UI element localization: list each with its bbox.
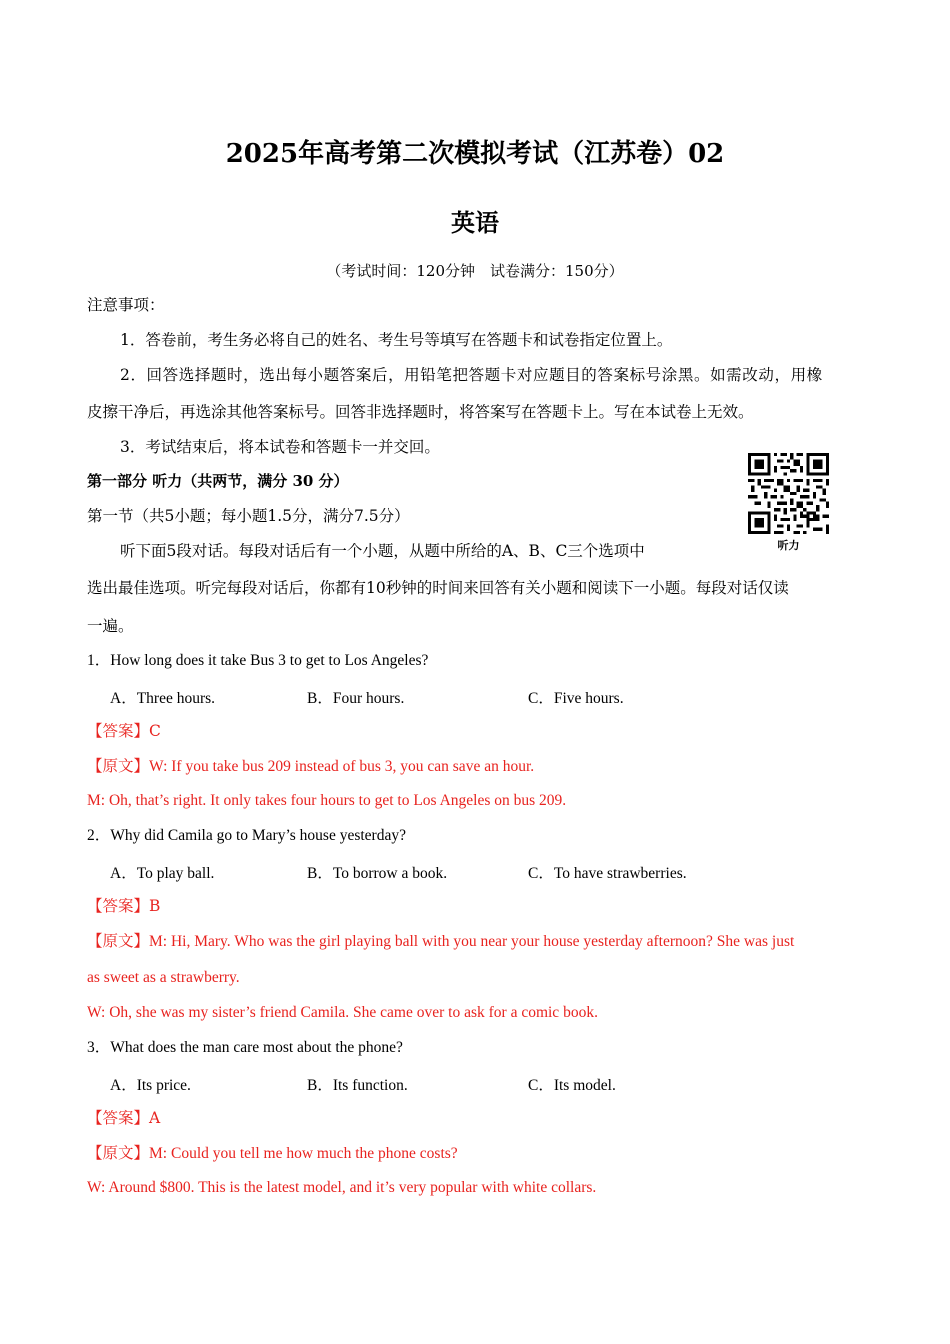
script-prefix: 【原文】 <box>87 1144 150 1162</box>
notice-item-1: 1．答卷前，考生务必将自己的姓名、考生号等填写在答题卡和试卷指定位置上。 <box>120 331 673 349</box>
notice-item-2-line-2: 皮擦干净后，再选涂其他答案标号。回答非选择题时，将答案写在答题卡上。写在本试卷上无效。 <box>87 403 754 421</box>
notice-item-3: 3．考试结束后，将本试卷和答题卡一并交回。 <box>120 438 440 456</box>
question-1-script-line-2: M: Oh, that’s right. It only takes four hours to get to Los Angeles on bus 209. <box>87 792 567 809</box>
question-3-stem: 3．What does the man care most about the phone? <box>87 1039 403 1056</box>
instruction-line-1: 听下面5段对话。每段对话后有一个小题，从题中所给的A、B、C三个选项中 <box>120 542 645 560</box>
question-1-option-a: A．Three hours. <box>110 690 216 707</box>
instruction-line-3: 一遍。 <box>87 617 134 635</box>
page-title: 2025年高考第二次模拟考试（江苏卷）02 <box>225 139 725 169</box>
question-1-stem: 1．How long does it take Bus 3 to get to Los Angeles? <box>87 652 429 669</box>
question-2-option-c: C．To have strawberries. <box>528 865 687 882</box>
section-subtitle: 第一节（共5小题；每小题1.5分，满分7.5分） <box>87 507 410 525</box>
question-2-option-a: A．To play ball. <box>110 865 215 882</box>
question-1-option-c: C．Five hours. <box>528 690 624 707</box>
qr-code-icon[interactable] <box>748 453 829 534</box>
question-3-script-line-1 <box>87 1143 458 1164</box>
question-3-option-b: B．Its function. <box>307 1077 408 1094</box>
question-1-answer: 【答案】C <box>87 722 161 740</box>
notice-item-2-line-1: 2．回答选择题时，选出每小题答案后，用铅笔把答题卡对应题目的答案标号涂黑。如需改动，用橡 <box>120 366 823 384</box>
question-2-option-b: B．To borrow a book. <box>307 865 448 882</box>
script-prefix: 【原文】 <box>87 932 150 950</box>
qr-label: 听力 <box>777 539 800 552</box>
notice-heading: 注意事项： <box>87 296 165 314</box>
question-1-option-b: B．Four hours. <box>307 690 405 707</box>
exam-info: （考试时间：120分钟 试卷满分：150分） <box>326 262 624 280</box>
part-title: 第一部分 听力（共两节，满分 30 分） <box>87 472 349 490</box>
question-3-script-line-2: W: Around $800. This is the latest model, and it’s very popular with white collars. <box>87 1179 597 1196</box>
question-3-answer: 【答案】A <box>87 1109 161 1127</box>
script-text: M: Hi, Mary. Who was the girl playing ball with you near your house yesterday afternoon? She was just <box>149 933 795 950</box>
question-1-script-line-1 <box>87 756 534 777</box>
instruction-line-2: 选出最佳选项。听完每段对话后，你都有10秒钟的时间来回答有关小题和阅读下一小题。每段对话仅读 <box>87 579 789 597</box>
question-3-option-c: C．Its model. <box>528 1077 616 1094</box>
question-2-answer: 【答案】B <box>87 897 161 915</box>
question-3-option-a: A．Its price. <box>110 1077 191 1094</box>
script-text: W: If you take bus 209 instead of bus 3, you can save an hour. <box>149 758 535 775</box>
question-2-script-line-2: as sweet as a strawberry. <box>87 969 240 986</box>
question-2-script-line-3: W: Oh, she was my sister’s friend Camila. She came over to ask for a comic book. <box>87 1004 598 1021</box>
script-text: M: Could you tell me how much the phone costs? <box>149 1145 458 1162</box>
subject-title: 英语 <box>451 208 499 237</box>
question-2-stem: 2．Why did Camila go to Mary’s house yesterday? <box>87 827 406 844</box>
script-prefix: 【原文】 <box>87 757 150 775</box>
question-2-script-line-1 <box>87 931 794 952</box>
